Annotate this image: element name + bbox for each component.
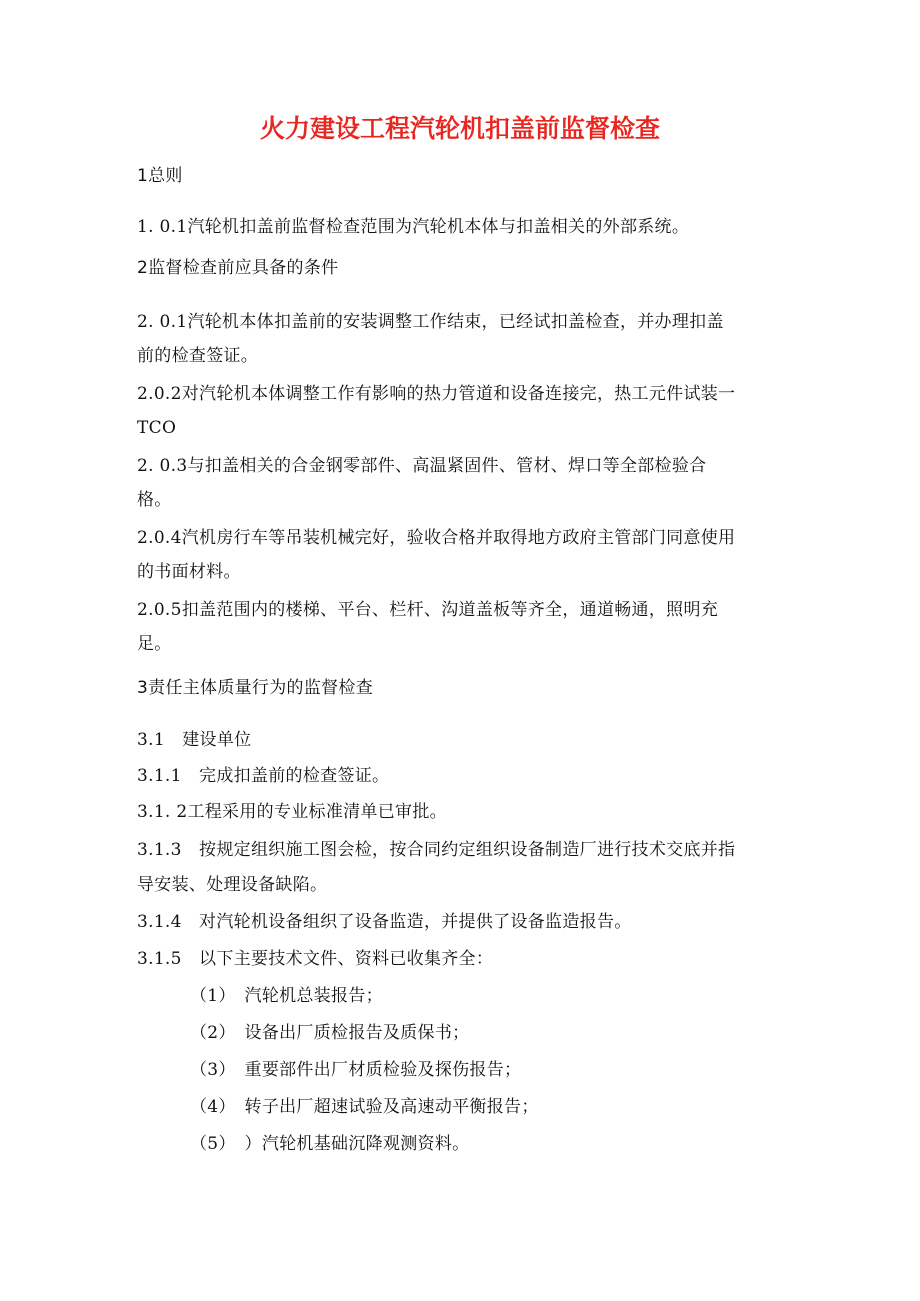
clause-3-1: 3.1 建设单位 — [137, 730, 252, 750]
list-item-5: （5） ）汽轮机基础沉降观测资料。 — [190, 1134, 470, 1154]
clause-2-0-5-line2: 足。 — [137, 634, 172, 654]
clause-3-1-4: 3.1.4 对汽轮机设备组织了设备监造，并提供了设备监造报告。 — [137, 912, 632, 932]
clause-3-1-3-line2: 导安装、处理设备缺陷。 — [137, 875, 328, 895]
clause-3-1-2: 3.1. 2工程采用的专业标准清单已审批。 — [137, 802, 447, 822]
list-item-1: （1） 汽轮机总装报告； — [190, 986, 383, 1006]
document-title: 火力建设工程汽轮机扣盖前监督检查 — [259, 114, 660, 143]
section-1-heading: 1总则 — [137, 166, 183, 186]
clause-2-0-4-line1: 2.0.4汽机房行车等吊装机械完好，验收合格并取得地方政府主管部门同意使用 — [137, 528, 736, 548]
list-item-2: （2） 设备出厂质检报告及质保书； — [190, 1023, 470, 1043]
clause-3-1-3-line1: 3.1.3 按规定组织施工图会检，按合同约定组织设备制造厂进行技术交底并指 — [137, 840, 736, 860]
list-item-3: （3） 重要部件出厂材质检验及探伤报告； — [190, 1060, 522, 1080]
clause-2-0-1-line2: 前的检查签证。 — [137, 346, 259, 366]
section-2-heading: 2监督检查前应具备的条件 — [137, 258, 339, 278]
clause-2-0-3-line1: 2. 0.3与扣盖相关的合金钢零部件、高温紧固件、管材、焊口等全部检验合 — [137, 456, 707, 476]
clause-2-0-4-line2: 的书面材料。 — [137, 562, 241, 582]
clause-3-1-1: 3.1.1 完成扣盖前的检查签证。 — [137, 766, 390, 786]
clause-2-0-5-line1: 2.0.5扣盖范围内的楼梯、平台、栏杆、沟道盖板等齐全，通道畅通，照明充 — [137, 600, 719, 620]
clause-2-0-2-line2: TCO — [137, 418, 177, 438]
list-item-4: （4） 转子出厂超速试验及高速动平衡报告； — [190, 1097, 539, 1117]
clause-2-0-1-line1: 2. 0.1汽轮机本体扣盖前的安装调整工作结束，已经试扣盖检查，并办理扣盖 — [137, 312, 724, 332]
clause-2-0-3-line2: 格。 — [137, 490, 172, 510]
clause-1-0-1: 1. 0.1汽轮机扣盖前监督检查范围为汽轮机本体与扣盖相关的外部系统。 — [137, 217, 690, 237]
section-3-heading: 3责任主体质量行为的监督检查 — [137, 678, 374, 698]
clause-3-1-5: 3.1.5 以下主要技术文件、资料已收集齐全： — [137, 949, 494, 969]
clause-2-0-2-line1: 2.0.2对汽轮机本体调整工作有影响的热力管道和设备连接完，热工元件试装一 — [137, 384, 736, 404]
